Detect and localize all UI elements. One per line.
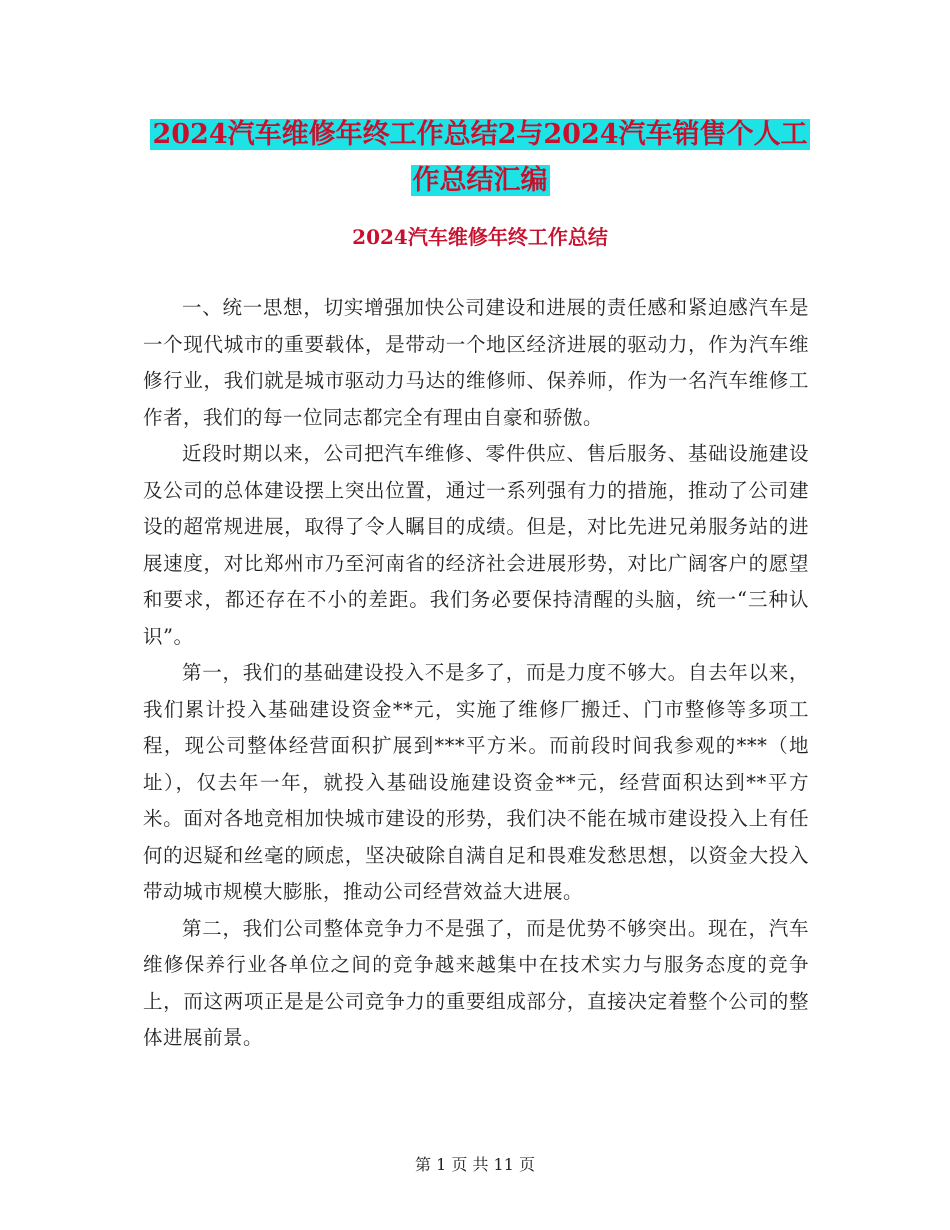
- section-title: 2024汽车维修年终工作总结: [352, 225, 608, 249]
- document-title-line-2: 作总结汇编: [412, 165, 548, 196]
- paragraph: 一、统一思想，切实增强加快公司建设和进展的责任感和紧迫感汽车是一个现代城市的重要载体，是带动一个地区经济进展的驱动力，作为汽车维修行业，我们就是城市驱动力马达的维修师、保养师，作为一名汽车维修工作者，我们的每一位同志都完全有理由自豪和骄傲。: [143, 296, 809, 429]
- paragraph: 近段时期以来，公司把汽车维修、零件供应、售后服务、基础设施建设及公司的总体建设摆上突出位置，通过一系列强有力的措施，推动了公司建设的超常规进展，取得了令人瞩目的成绩。但是，对比先进兄弟服务站的进展速度，对比郑州市乃至河南省的经济社会进展形势，对比广阔客户的愿望和要求，都还存在不小的差距。我们务必要保持清醒的头脑，统一“三种认识”。: [143, 442, 809, 648]
- document-title-line-1: 2024汽车维修年终工作总结2与2024汽车销售个人工: [152, 119, 808, 150]
- paragraph: 第一，我们的基础建设投入不是多了，而是力度不够大。自去年以来，我们累计投入基础建设资金**元，实施了维修厂搬迁、门市整修等多项工程，现公司整体经营面积扩展到***平方米。而前段时间我参观的***（地址），仅去年一年，就投入基础设施建设资金**元，经营面积达到**平方米。面对各地竞相加快城市建设的形势，我们决不能在城市建设投入上有任何的迟疑和丝毫的顾虑，坚决破除自满自足和畏难发愁思想，以资金大投入带动城市规模大膨胀，推动公司经营效益大进展。: [143, 661, 809, 903]
- page-footer: 第 1 页 共 11 页: [415, 1155, 535, 1174]
- document-title: [140, 112, 820, 204]
- paragraph: 第二，我们公司整体竞争力不是强了，而是优势不够突出。现在，汽车维修保养行业各单位之间的竞争越来越集中在技术实力与服务态度的竞争上，而这两项正是是公司竞争力的重要组成部分，直接决定着整个公司的整体进展前景。: [143, 916, 809, 1049]
- document-body: [143, 290, 809, 1057]
